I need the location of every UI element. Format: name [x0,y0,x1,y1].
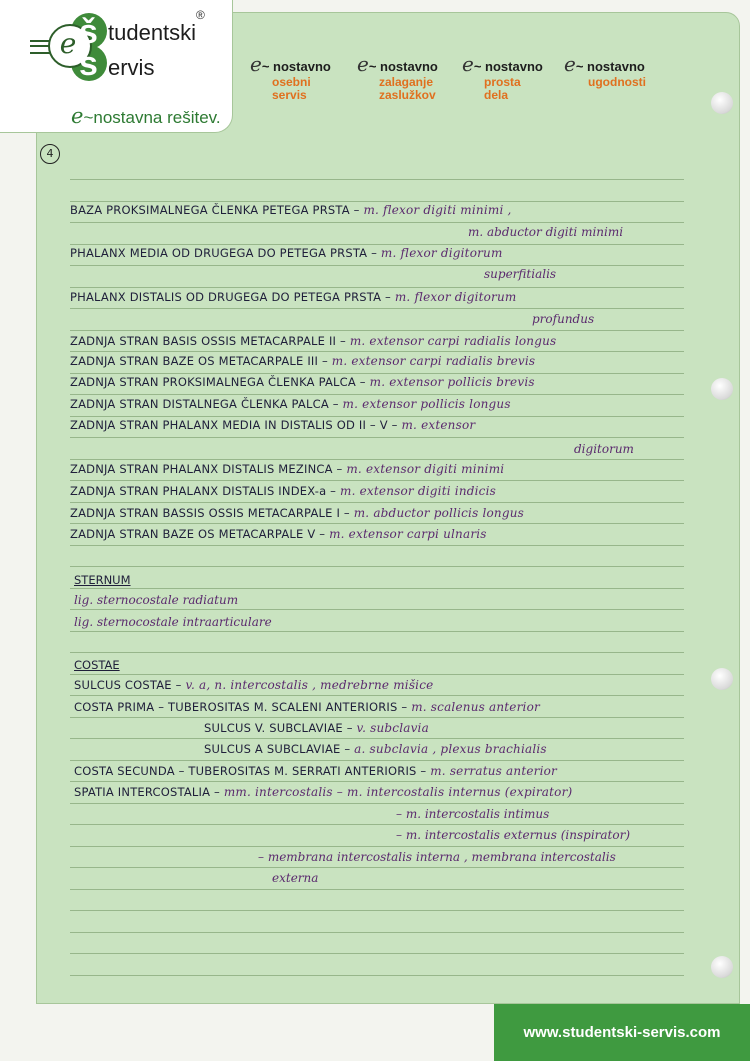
slogan-zalaganje-zasluzkov [357,52,467,102]
note-row: SULCUS A SUBCLAVIAE – a. subclavia , plexus brachialis [204,742,547,756]
logo-letter-s1: š [79,13,98,51]
note-row: ZADNJA STRAN BAZE OS METACARPALE III – m. extensor carpi radialis brevis [70,354,536,368]
ruled-line [70,459,684,460]
ruled-line [70,566,684,567]
note-row: PHALANX DISTALIS OD DRUGEGA DO PETEGA PRSTA – m. flexor digitorum [70,290,517,304]
slogan-line2: zaslužkov [379,88,436,102]
ruled-line [70,244,684,245]
logo-e: e [59,27,77,60]
note-row: COSTA PRIMA – TUBEROSITAS M. SCALENI ANTERIORIS – m. scalenus anterior [74,700,540,714]
binder-hole [711,378,733,400]
note-continuation: m. abductor digiti minimi [468,225,624,239]
binder-hole [711,92,733,114]
slogan-line1: ugodnosti [588,75,646,89]
note-row: ZADNJA STRAN BAZE OS METACARPALE V – m. extensor carpi ulnaris [70,527,487,541]
note-row: SPATIA INTERCOSTALIA – mm. intercostalis – m. intercostalis internus (expirator) [74,785,573,799]
ruled-line [70,609,684,610]
slogan-line2: dela [484,88,509,102]
note-row: ZADNJA STRAN PHALANX DISTALIS MEZINCA – m. extensor digiti minimi [70,462,505,476]
slogan-prosta-dela [462,52,572,102]
slogan-e: e [357,52,369,76]
speed-lines-icon-mid [30,45,50,47]
section-heading-sternum: STERNUM [74,573,131,587]
note-continuation: lig. sternocostale intraarticulare [74,615,272,629]
registered-mark: ® [196,8,205,22]
slogan-title: ~ nostavno [261,59,331,74]
ruled-line [70,932,684,933]
ruled-line [70,674,684,675]
speed-lines-icon [30,40,50,54]
ruled-line [70,179,684,180]
note-row: ZADNJA STRAN PHALANX MEDIA IN DISTALIS OD II – V – m. extensor [70,418,476,432]
slogan-e: e [564,52,576,76]
slogan-line1: zalaganje [379,75,434,89]
footer-bar [494,1004,750,1061]
slogan-title: ~ nostavno [368,59,438,74]
slogan-line1: osebni [272,75,311,89]
note-row: COSTA SECUNDA – TUBEROSITAS M. SERRATI ANTERIORIS – m. serratus anterior [74,764,557,778]
tagline-text: ~nostavna rešitev. [83,108,221,127]
note-continuation: superfitialis [484,267,557,281]
note-row: SULCUS V. SUBCLAVIAE – v. subclavia [204,721,429,735]
brand-tagline [71,104,221,128]
slogan-title: ~ nostavno [473,59,543,74]
note-row: ZADNJA STRAN PROKSIMALNEGA ČLENKA PALCA – m. extensor pollicis brevis [70,375,535,389]
slogan-e: e [462,52,474,76]
note-continuation: – m. intercostalis intimus [396,807,550,821]
slogan-ugodnosti [564,52,674,89]
ruled-line [70,652,684,653]
slogan-line1: prosta [484,75,521,89]
note-row: ZADNJA STRAN BASIS OSSIS METACARPALE II – m. extensor carpi radialis longus [70,334,557,348]
logo-word-ervis: ervis [108,55,155,80]
tagline-e: e [71,104,84,128]
slogan-line2: servis [272,88,307,102]
binder-hole [711,956,733,978]
note-row: ZADNJA STRAN DISTALNEGA ČLENKA PALCA – m. extensor pollicis longus [70,397,511,411]
note-continuation: – m. intercostalis externus (inspirator) [396,828,631,842]
ruled-line [70,867,684,868]
note-continuation: externa [272,871,319,885]
slogan-e: e [250,52,262,76]
note-continuation: lig. sternocostale radiatum [74,593,239,607]
note-continuation: – membrana intercostalis interna , membrana intercostalis [258,850,616,864]
ruled-line [70,588,684,589]
note-continuation: digitorum [574,442,634,456]
ruled-line [70,953,684,954]
ruled-line [70,889,684,890]
logo-letter-s2: s [79,45,98,83]
note-row: ZADNJA STRAN BASSIS OSSIS METACARPALE I – m. abductor pollicis longus [70,506,525,520]
ruled-line [70,975,684,976]
ruled-line [70,631,684,632]
slogan-strip [250,52,670,102]
binder-hole [711,668,733,690]
ruled-line [70,846,684,847]
slogan-osebni-servis [250,52,360,102]
logo-word-tudentski: tudentski [108,20,197,45]
ruled-line [70,330,684,331]
ruled-line [70,201,684,202]
slogan-title: ~ nostavno [575,59,645,74]
note-row: BAZA PROKSIMALNEGA ČLENKA PETEGA PRSTA – m. flexor digiti minimi , [70,203,512,217]
note-row: ZADNJA STRAN PHALANX DISTALIS INDEX-a – m. extensor digiti indicis [70,484,496,498]
footer-url-link[interactable]: www.studentski-servis.com [523,1024,721,1041]
section-heading-costae: COSTAE [74,658,120,672]
note-row: PHALANX MEDIA OD DRUGEGA DO PETEGA PRSTA – m. flexor digitorum [70,246,503,260]
page-number-badge: 4 [40,144,60,164]
ruled-line [70,287,684,288]
note-continuation: profundus [532,312,595,326]
ruled-line [70,910,684,911]
ruled-line [70,824,684,825]
note-row: SULCUS COSTAE – v. a, n. intercostalis , medrebrne mišice [74,678,434,692]
